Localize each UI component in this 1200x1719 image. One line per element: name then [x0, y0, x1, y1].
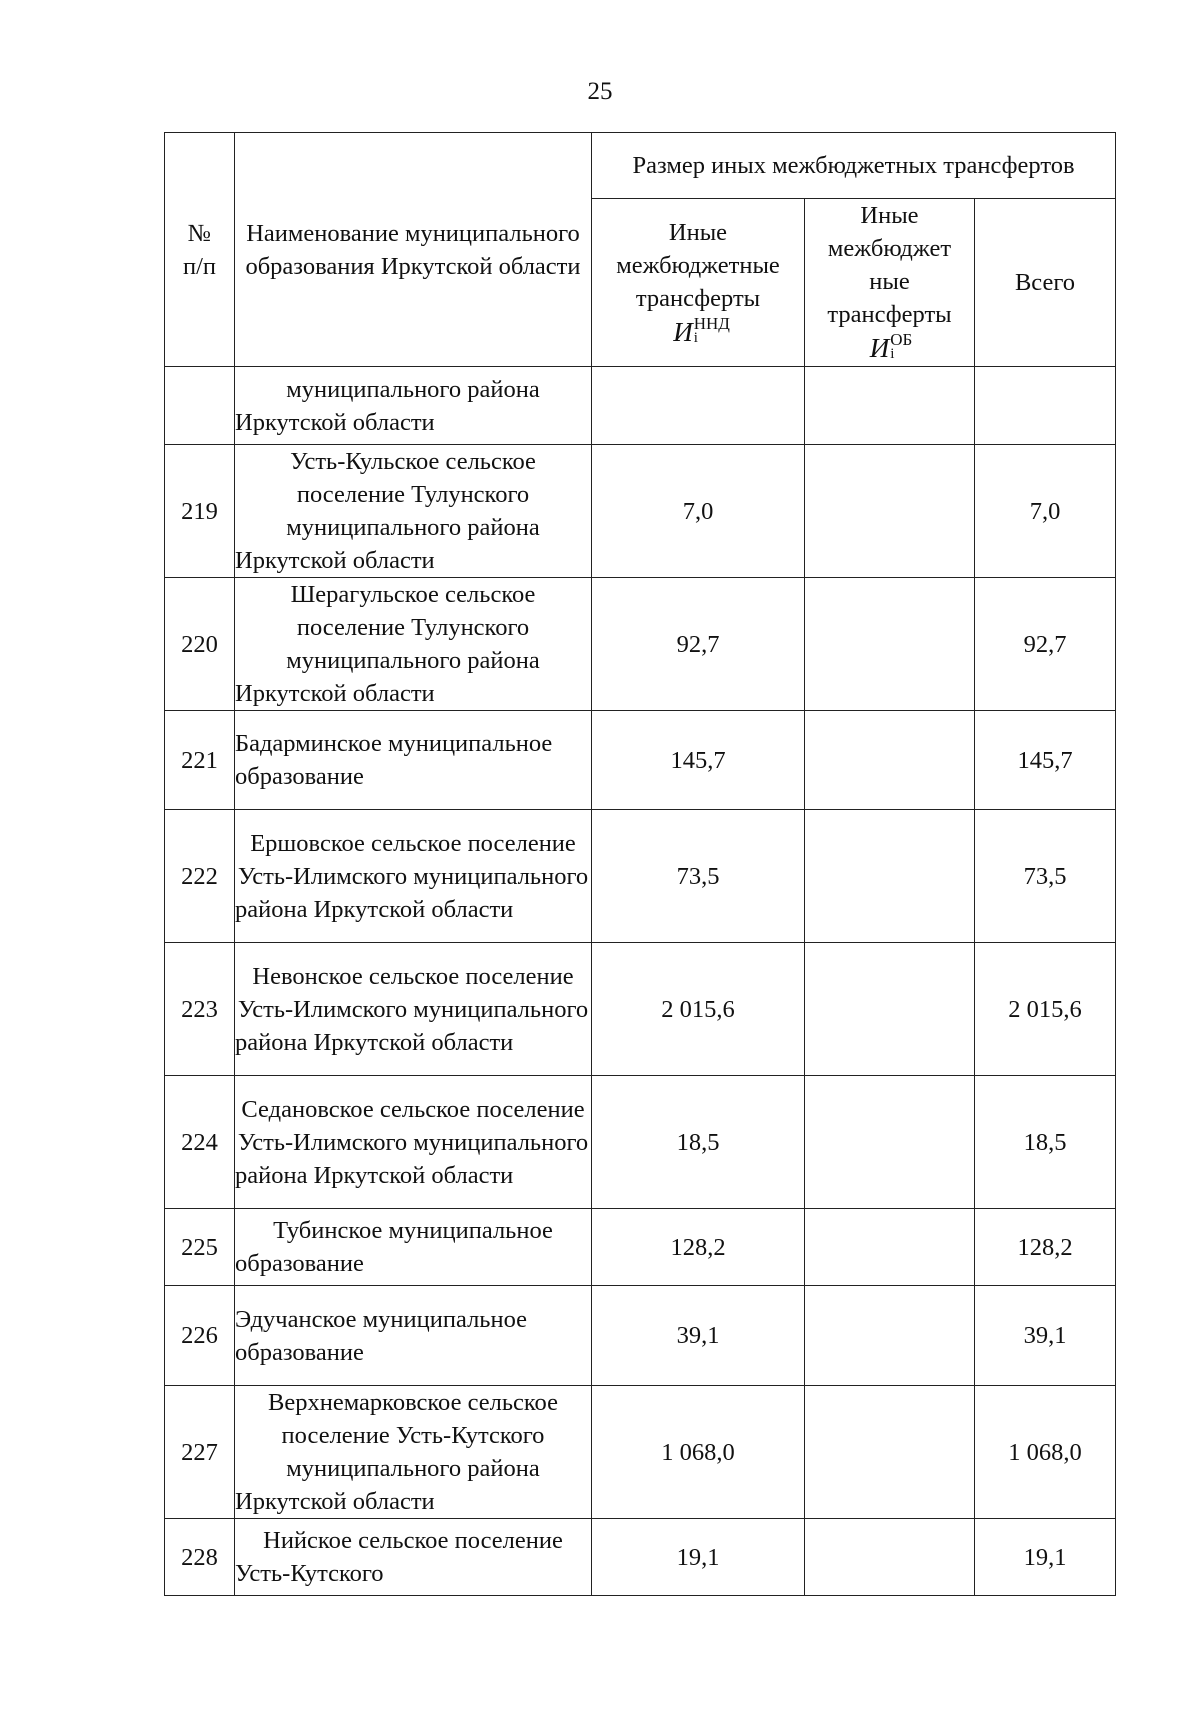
- row-name: Седановское сельское поселение Усть-Илимского муниципального района Иркутской области: [235, 1076, 592, 1209]
- row-num: 227: [165, 1386, 235, 1519]
- row-name: Бадарминское муниципальное образование: [235, 711, 592, 810]
- header-num-label: № п/п: [182, 219, 217, 280]
- row-total: 73,5: [975, 810, 1116, 943]
- header-total: [975, 199, 1116, 367]
- row-total: 19,1: [975, 1519, 1116, 1596]
- row-nnd: 145,7: [592, 711, 805, 810]
- table-row: [165, 1519, 1116, 1596]
- transfers-table: [164, 132, 1116, 1596]
- row-num: 225: [165, 1209, 235, 1286]
- row-name: Шерагульское сельское поселение Тулунского муниципального района Иркутской области: [235, 578, 592, 711]
- row-num: 219: [165, 445, 235, 578]
- table-row: [165, 367, 1116, 445]
- row-total: 7,0: [975, 445, 1116, 578]
- ob-symbol: [869, 330, 913, 364]
- table-row: [165, 810, 1116, 943]
- row-num: [165, 367, 235, 445]
- row-nnd: 73,5: [592, 810, 805, 943]
- nnd-symbol-sup: ННД: [693, 313, 730, 333]
- row-ob: [805, 1286, 975, 1386]
- page-number: 25: [587, 78, 613, 105]
- row-num: 220: [165, 578, 235, 711]
- row-name: Невонское сельское поселение Усть-Илимского муниципального района Иркутской области: [235, 943, 592, 1076]
- row-num: 226: [165, 1286, 235, 1386]
- row-total: [975, 367, 1116, 445]
- row-total: 1 068,0: [975, 1386, 1116, 1519]
- row-ob: [805, 578, 975, 711]
- header-group: [592, 133, 1116, 199]
- row-total: 128,2: [975, 1209, 1116, 1286]
- ob-symbol-base: И: [869, 333, 890, 363]
- row-name: Эдучанское муниципальное образование: [235, 1286, 592, 1386]
- row-ob: [805, 1519, 975, 1596]
- row-total: 39,1: [975, 1286, 1116, 1386]
- header-ob-label: Иные межбюджет ные трансферты: [827, 202, 952, 328]
- nnd-symbol: [673, 313, 730, 348]
- row-total: 92,7: [975, 578, 1116, 711]
- row-ob: [805, 1076, 975, 1209]
- row-num: 228: [165, 1519, 235, 1596]
- row-ob: [805, 943, 975, 1076]
- row-name: Верхнемарковское сельское поселение Усть-Кутского муниципального района Иркутской области: [235, 1386, 592, 1519]
- row-num: 223: [165, 943, 235, 1076]
- header-nnd-label: Иные межбюджетные трансферты: [616, 218, 780, 312]
- table-row: [165, 943, 1116, 1076]
- ob-symbol-sub: i: [890, 346, 895, 362]
- table-row: [165, 445, 1116, 578]
- header-nnd: [592, 199, 805, 367]
- table-row: [165, 1076, 1116, 1209]
- row-nnd: 18,5: [592, 1076, 805, 1209]
- table-row: [165, 1386, 1116, 1519]
- row-ob: [805, 445, 975, 578]
- row-ob: [805, 711, 975, 810]
- row-nnd: 1 068,0: [592, 1386, 805, 1519]
- row-name: Нийское сельское поселение Усть-Кутского: [235, 1519, 592, 1596]
- header-name: [235, 133, 592, 367]
- row-num: 221: [165, 711, 235, 810]
- row-nnd: [592, 367, 805, 445]
- header-total-label: Всего: [1014, 269, 1076, 296]
- row-total: 2 015,6: [975, 943, 1116, 1076]
- header-num: [165, 133, 235, 367]
- ob-symbol-sup: ОБ: [890, 330, 913, 349]
- row-nnd: 2 015,6: [592, 943, 805, 1076]
- nnd-symbol-base: И: [673, 316, 693, 347]
- row-nnd: 128,2: [592, 1209, 805, 1286]
- row-ob: [805, 1386, 975, 1519]
- row-nnd: 92,7: [592, 578, 805, 711]
- row-total: 18,5: [975, 1076, 1116, 1209]
- row-ob: [805, 1209, 975, 1286]
- table-row: [165, 1286, 1116, 1386]
- row-num: 224: [165, 1076, 235, 1209]
- row-nnd: 7,0: [592, 445, 805, 578]
- row-ob: [805, 367, 975, 445]
- header-group-label: Размер иных межбюджетных трансфертов: [632, 152, 1075, 179]
- row-ob: [805, 810, 975, 943]
- table-row: [165, 1209, 1116, 1286]
- row-num: 222: [165, 810, 235, 943]
- table-row: [165, 578, 1116, 711]
- row-name: Ершовское сельское поселение Усть-Илимского муниципального района Иркутской области: [235, 810, 592, 943]
- row-name: Тубинское муниципальное образование: [235, 1209, 592, 1286]
- row-name: муниципального района Иркутской области: [235, 367, 592, 445]
- row-name: Усть-Кульское сельское поселение Тулунского муниципального района Иркутской области: [235, 445, 592, 578]
- header-name-label: Наименование муниципального образования Иркутской области: [245, 219, 581, 280]
- row-nnd: 39,1: [592, 1286, 805, 1386]
- nnd-symbol-sub: i: [693, 329, 698, 346]
- header-ob: [805, 199, 975, 367]
- row-nnd: 19,1: [592, 1519, 805, 1596]
- table-row: [165, 711, 1116, 810]
- row-total: 145,7: [975, 711, 1116, 810]
